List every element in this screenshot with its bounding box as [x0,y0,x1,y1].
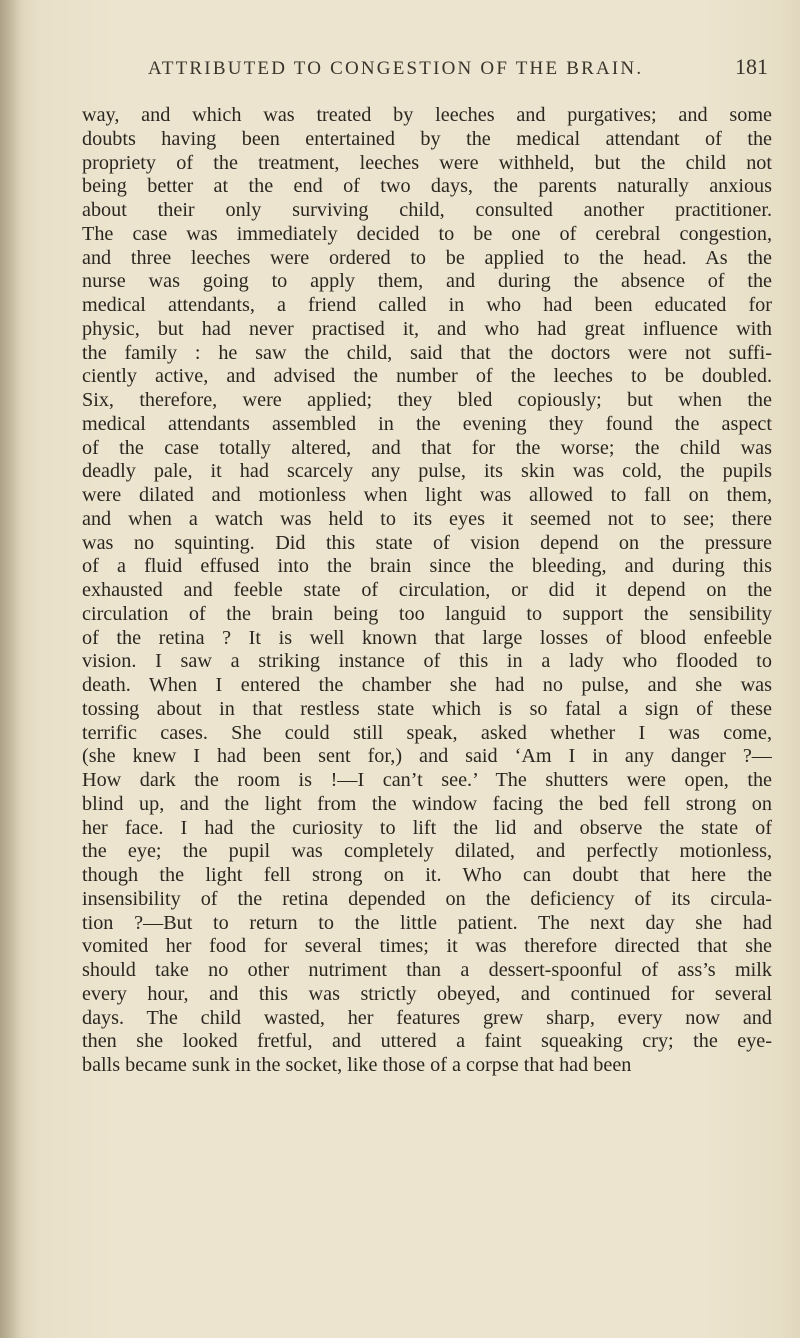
text-line: way, and which was treated by leeches and purgatives; and some [82,104,772,126]
running-head: ATTRIBUTED TO CONGESTION OF THE BRAIN. [148,58,644,79]
text-line: exhausted and feeble state of circulation, or did it depend on the [82,579,772,601]
text-line: tossing about in that restless state which is so fatal a sign of these [82,697,772,720]
text-line: ciently active, and advised the number of the leeches to be doubled. [82,365,772,388]
text-line: vomited her food for several times; it was therefore directed that she [82,935,772,958]
text-line: the family : he saw the child, said that the doctors were not suffi- [82,341,772,364]
text-line: was no squinting. Did this state of vision depend on the pressure [82,531,772,554]
text-line: and when a watch was held to its eyes it seemed not to see; there [82,507,772,530]
text-line: of a fluid effused into the brain since the bleeding, and during this [82,555,772,578]
page-number: 181 [735,54,768,79]
text-line: were dilated and motionless when light was allowed to fall on them, [82,484,772,506]
text-line: propriety of the treatment, leeches were withheld, but the child not [82,151,772,174]
text-line: vision. I saw a striking instance of this in a lady who flooded to [82,650,772,673]
text-line: though the light fell strong on it. Who can doubt that here the [82,864,772,886]
text-line: balls became sunk in the socket, like those of a corpse that had been [82,1054,632,1076]
text-line: deadly pale, it had scarcely any pulse, its skin was cold, the pupils [82,460,772,483]
text-line: circulation of the brain being too languid to support the sensibility [82,602,772,625]
text-line: the eye; the pupil was completely dilated, and perfectly motionless, [82,840,772,863]
text-line: of the retina ? It is well known that large losses of blood enfeeble [82,626,772,649]
text-line: insensibility of the retina depended on the deficiency of its circula- [82,887,772,910]
text-line: The case was immediately decided to be one of cerebral congestion, [82,222,772,245]
text-line: (she knew I had been sent for,) and said ‘Am I in any danger ?— [82,745,772,768]
gutter-shadow [0,0,22,1338]
text-line: nurse was going to apply them, and during the absence of the [82,270,772,293]
text-line: How dark the room is !—I can’t see.’ The shutters were open, the [82,769,772,791]
text-line: days. The child wasted, her features grew sharp, every now and [82,1006,772,1029]
text-line: every hour, and this was strictly obeyed, and continued for several [82,982,772,1005]
body-text [82,104,772,1078]
text-line: physic, but had never practised it, and who had great influence with [82,317,772,340]
text-line: medical attendants assembled in the evening they found the aspect [82,412,772,435]
text-line: death. When I entered the chamber she had no pulse, and she was [82,674,772,696]
text-line: about their only surviving child, consulted another practitioner. [82,199,772,221]
text-line: then she looked fretful, and uttered a faint squeaking cry; the eye- [82,1030,772,1053]
text-line: and three leeches were ordered to be applied to the head. As the [82,246,772,269]
text-line: Six, therefore, were applied; they bled copiously; but when the [82,389,772,411]
text-line: doubts having been entertained by the medical attendant of the [82,127,772,150]
text-line: tion ?—But to return to the little patient. The next day she had [82,911,772,934]
text-line: terrific cases. She could still speak, asked whether I was come, [82,721,772,744]
text-line: medical attendants, a friend called in who had been educated for [82,294,772,316]
text-line: being better at the end of two days, the parents naturally anxious [82,175,772,198]
text-line: should take no other nutriment than a dessert-spoonful of ass’s milk [82,959,772,981]
text-line: of the case totally altered, and that for the worse; the child was [82,436,772,459]
text-line: her face. I had the curiosity to lift the lid and observe the state of [82,816,772,839]
text-line: blind up, and the light from the window facing the bed fell strong on [82,792,772,815]
